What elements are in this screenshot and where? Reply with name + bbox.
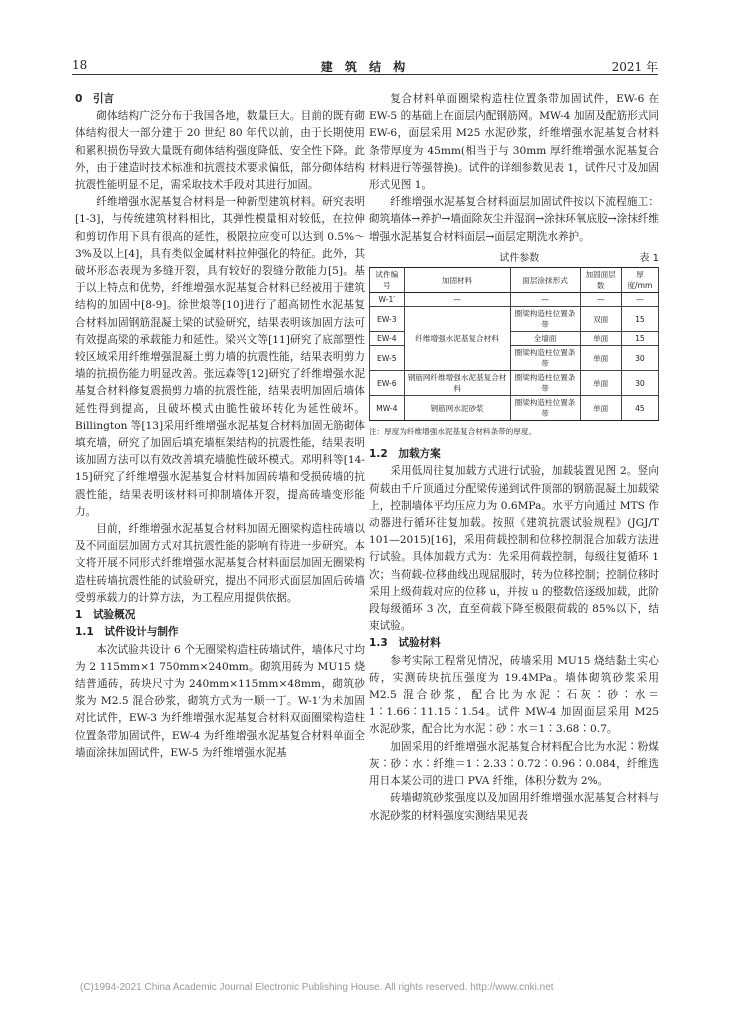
table-cell: 圈梁构造柱位置条带 (510, 307, 580, 332)
table-cell: — (510, 293, 580, 307)
paragraph: 纤维增强水泥基复合材料是一种新型建筑材料。研究表明[1-3]，与传统建筑材料相比，其弹性模量相对较低，在拉伸和剪切作用下具有很高的延性，极限拉应变可以达到 0.5%～3%及以上[4]，具有类似金属材料拉伸强化的特征。此外，其破坏形态表现为多缝开裂，具有较好的裂缝分散能力[5]。基于以上特点和优势，纤维增强水泥基复合材料已经被用于建筑结构的加固中[8-9]。徐世烺等[10]进行了超高韧性水泥基复合材料加固钢筋混凝土梁的试验研究，结果表明该加固方法可有效提高梁的承载能力和延性。梁兴文等[11]研究了底部塑性较区域采用纤维增强混凝土剪力墙的抗震性能，结果表明剪力墙的抗损伤能力明显改善。张远森等[12]研究了纤维增强水泥基复合材料修复震损剪力墙的抗震性能，结果表明加固后墙体延性得到提高，且破坏模式由脆性破坏转化为延性破坏。Billington 等[13]采用纤维增强水泥基复合材料加固无筋砌体填充墙，研究了加固后填充墙框架结构的抗震性能，结果表明该加固方法可以有效改善填充墙脆性破坏模式。邓明科等[14-15]研究了纤维增强水泥基复合材料加固砖墙和受损砖墙的抗震性能，结果表明该材料可抑制墙体开裂，提高砖墙变形能力。 (75, 196, 365, 518)
table-cell: 圈梁构造柱位置条带 (510, 346, 580, 371)
table-header-row (370, 268, 659, 293)
table-row (370, 396, 659, 421)
table-cell: 圈梁构造柱位置条带 (510, 371, 580, 396)
specimen-table (369, 267, 659, 421)
table-row (370, 307, 659, 332)
table-title: 试件参数 (499, 252, 540, 264)
paragraph: 砌体结构广泛分布于我国各地，数量巨大。目前的既有砌体结构很大一部分建于 20 世纪 80 年代以前，由于长期使用和累积损伤导致大量既有砌体结构强度降低、安全性下降。此外，由于建造时技术标准和抗震技术要求偏低，部分砌体结构抗震性能明显不足，需采取技术手段对其进行加固。 (75, 110, 365, 192)
table-cell: EW-5 (370, 346, 405, 371)
header-cell: 厚度/mm (621, 268, 658, 293)
paragraph: 目前，纤维增强水泥基复合材料加固无圈梁构造柱砖墙以及不同面层加固方式对其抗震性能的影响有待进一步研究。本文将开展不同形式纤维增强水泥基复合材料面层加固无圈梁构造柱砖墙抗震性能的试验研究，提出不同形式面层加固后砖墙受剪承载力的计算方法，为工程应用提供依据。 (75, 523, 365, 604)
subsection-heading: 1.1 试件设计与制作 (75, 626, 179, 639)
table-cell: 45 (621, 396, 658, 421)
paragraph: 纤维增强水泥基复合材料面层加固试件按以下流程施工：砌筑墙体→养护→墙面除灰尘并湿润→涂抹环氧底胶→涂抹纤维增强水泥基复合材料面层→面层定期洗水养护。 (369, 196, 659, 243)
section-heading: 1 试验概况 (75, 609, 136, 622)
table-cell: EW-4 (370, 332, 405, 346)
table-cell: — (621, 293, 658, 307)
page-number: 18 (72, 58, 88, 72)
paragraph: 采用低周往复加载方式进行试验，加载装置见图 2。竖向荷载由千斤顶通过分配梁传递到试件顶部的钢筋混凝土加载梁上，控制墙体平均压应力为 0.6MPa。水平方向通过 MTS 作动器进行循环往复加载。按照《建筑抗震试验规程》(JGJ/T 101—2015)[16]，采用荷载控制和位移控制混合加载方法进行试验。具体加载方式为：先采用荷载控制，每级往复循环 1 次；当荷载-位移曲线出现屈服时，转为位移控制；控制位移时采用上级荷载对应的位移 u，并按 u 的整数倍逐级加载，此阶段每级循环 3 次，直至荷载下降至极限荷载的 85%以下，结束试验。 (369, 465, 659, 633)
header-cell: 试件编号 (370, 268, 405, 293)
table-cell: W-1′ (370, 293, 405, 307)
table-cell: — (404, 293, 510, 307)
table-cell: 纤维增强水泥基复合材料 (404, 307, 510, 371)
table-cell: 单面 (580, 346, 621, 371)
table-row (370, 293, 659, 307)
table-cell: 双面 (580, 307, 621, 332)
section-heading: 0 引言 (75, 93, 115, 105)
subsection-heading: 1.3 试验材料 (369, 637, 441, 650)
table-cell: 15 (621, 307, 658, 332)
left-column (75, 91, 365, 762)
table-note: 注：厚度为纤维增强水泥基复合材料条带的厚度。 (369, 427, 537, 437)
paragraph: 复合材料单面圈梁构造柱位置条带加固试件，EW-6 在 EW-5 的基础上在面层内配钢筋网。MW-4 加固及配筋形式同 EW-6，面层采用 M25 水泥砂浆，纤维增强水泥基复合材料条带厚度为 45mm(相当于与 30mm 厚纤维增强水泥基复合材料进行等强替换)。试件的详细参数见表 1，试件尺寸及加固形式见图 1。 (369, 93, 659, 192)
year: 2021 年 (611, 60, 658, 74)
copyright-footer: (C)1994-2021 China Academic Journal Electronic Publishing House. All rights reserved. http://www.cnki.net (80, 982, 554, 993)
table-cell: 单面 (580, 396, 621, 421)
table-row (370, 371, 659, 396)
table-cell: — (580, 293, 621, 307)
header-cell: 加固材料 (404, 268, 510, 293)
right-column (369, 91, 659, 825)
table-cell: 单面 (580, 332, 621, 346)
paragraph: 本次试验共设计 6 个无圈梁构造柱砖墙试件，墙体尺寸均为 2 115mm×1 750mm×240mm。砌筑用砖为 MU15 烧结普通砖，砖块尺寸为 240mm×115mm×48mm，砌筑砂浆为 M2.5 混合砂浆，砌筑方式为一顺一丁。W-1′为未加固对比试件，EW-3 为纤维增强水泥基复合材料双面圈梁构造柱位置条带加固试件，EW-4 为纤维增强水泥基复合材料单面全墙面涂抹加固试件，EW-5 为纤维增强水泥基 (75, 643, 365, 759)
table-cell: 钢筋网水泥砂浆 (404, 396, 510, 421)
header-cell: 加固面层数 (580, 268, 621, 293)
header-cell: 面层涂抹形式 (510, 268, 580, 293)
table-cell: 15 (621, 332, 658, 346)
subsection-heading: 1.2 加载方案 (369, 448, 441, 461)
table-cell: 全墙面 (510, 332, 580, 346)
table-label: 表 1 (639, 252, 659, 264)
paragraph: 参考实际工程常见情况，砖墙采用 MU15 烧结黏土实心砖，实测砖块抗压强度为 19.4MPa。墙体砌筑砂浆采用 M2.5 混合砂浆，配合比为水泥∶石灰∶砂∶水＝1∶1.66∶11.15∶1.54。试件 MW-4 加固面层采用 M25 水泥砂浆，配合比为水泥∶砂∶水＝1∶3.68∶0.7。 (369, 654, 659, 736)
table-cell: MW-4 (370, 396, 405, 421)
paragraph: 加固采用的纤维增强水泥基复合材料配合比为水泥∶粉煤灰∶砂∶水∶纤维＝1∶2.33∶0.72∶0.96∶0.084，纤维选用日本某公司的进口 PVA 纤维，体积分数为 2%。 (369, 740, 659, 788)
table-cell: EW-6 (370, 371, 405, 396)
table-cell: 圈梁构造柱位置条带 (510, 396, 580, 421)
table-cell: 单面 (580, 371, 621, 396)
journal-title: 建 筑 结 构 (320, 60, 410, 74)
table-cell: EW-3 (370, 307, 405, 332)
paragraph: 砖墙砌筑砂浆强度以及加固用纤维增强水泥基复合材料与水泥砂浆的材料强度实测结果见表 (369, 792, 659, 822)
table-caption (369, 250, 659, 267)
page-header (72, 58, 658, 75)
table-cell: 30 (621, 346, 658, 371)
table-cell: 30 (621, 371, 658, 396)
table-cell: 钢筋网纤维增强水泥基复合材料 (404, 371, 510, 396)
